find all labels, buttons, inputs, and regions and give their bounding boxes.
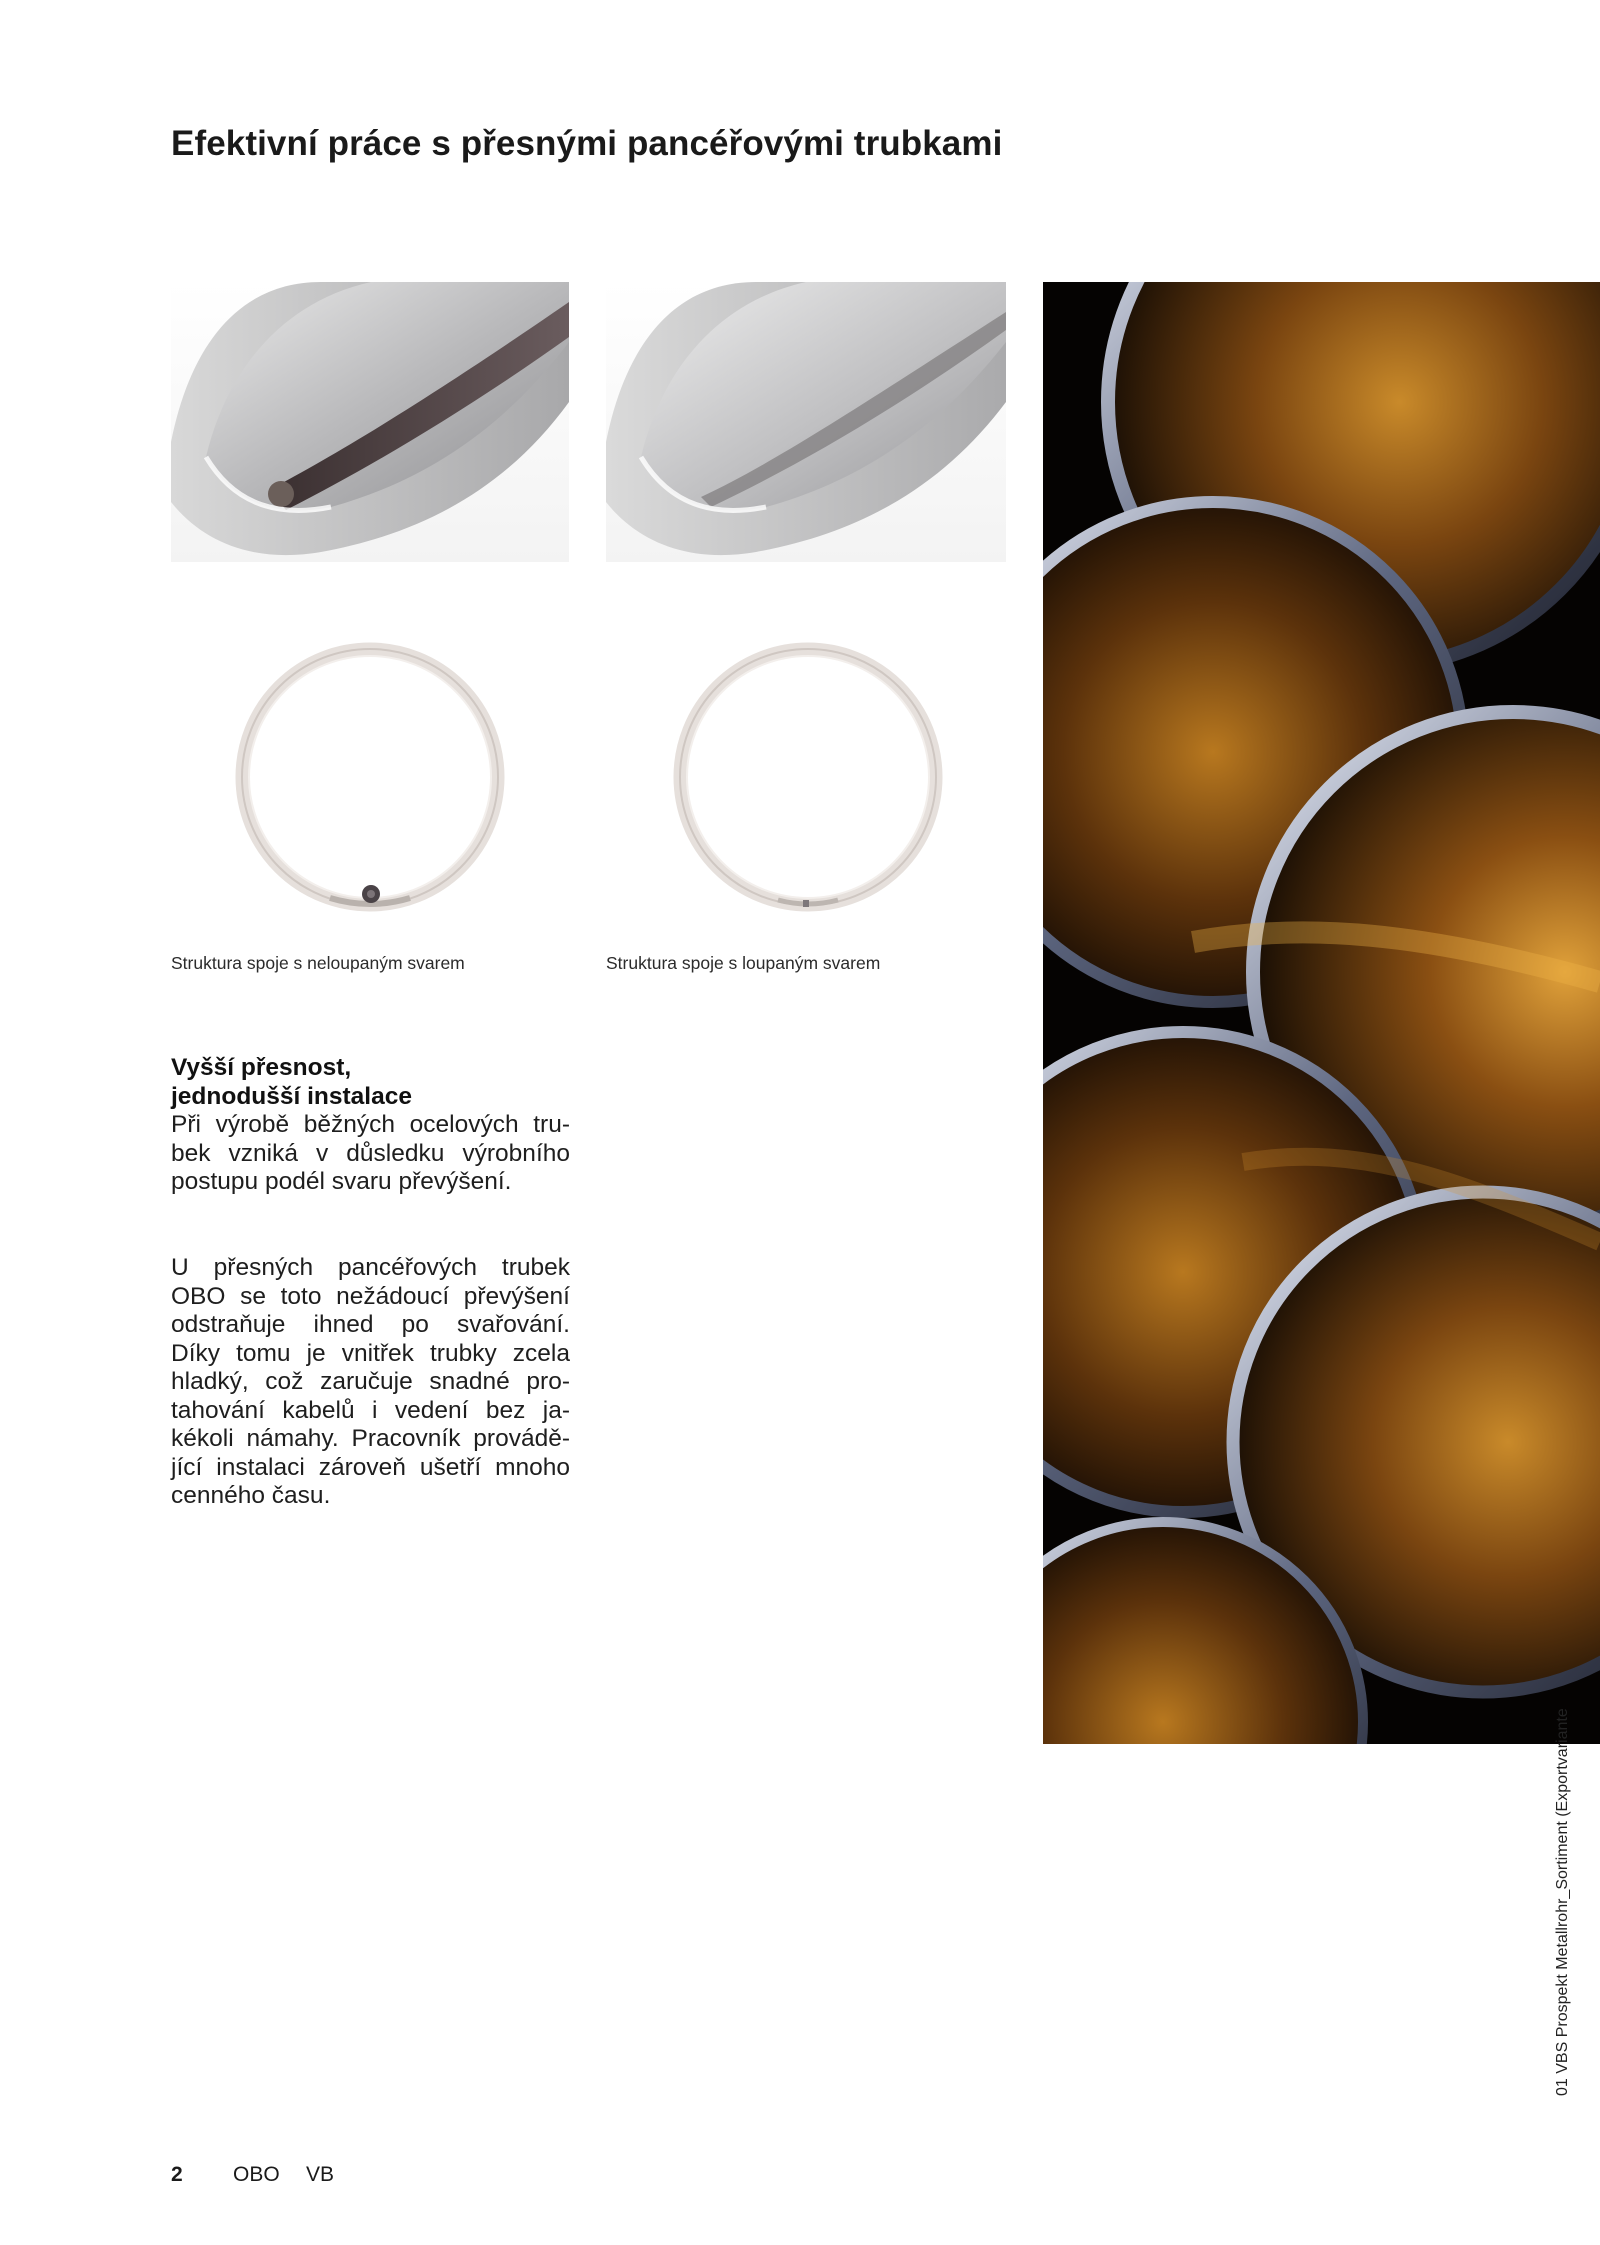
paragraph-line: jící instalaci zároveň ušetří mnoho	[171, 1453, 570, 1481]
page-footer	[171, 2163, 335, 2187]
paragraph-line: Díky tomu je vnitřek trubky zcela	[171, 1339, 570, 1367]
unpeeled-weld-cross-section	[230, 640, 510, 920]
footer-brand: OBO	[233, 2163, 280, 2186]
side-file-note-text: 01 VBS Prospekt Metallrohr_Sortiment (Exportvariante	[1554, 1708, 1571, 2096]
paragraph-line: bek vzniká v důsledku výrobního	[171, 1139, 570, 1167]
unpeeled-weld-caption: Struktura spoje s neloupaným svarem	[171, 953, 465, 973]
intro-paragraph	[171, 1111, 570, 1197]
unpeeled-weld-pipe-photo	[171, 282, 569, 562]
paragraph-line: Při výrobě běžných ocelových tru-	[171, 1111, 570, 1138]
peeled-weld-pipe-photo	[606, 282, 1006, 562]
side-file-note	[1543, 1460, 1583, 2096]
paragraph-line: kékoli námahy. Pracovník provádě-	[171, 1425, 570, 1452]
peeled-weld-cross-section	[668, 640, 948, 920]
paragraph-line: hladký, což zaručuje snadné pro-	[171, 1368, 570, 1395]
detail-paragraph	[171, 1254, 570, 1511]
paragraph-line: U přesných pancéřových trubek	[171, 1254, 570, 1281]
paragraph-line: tahování kabelů i vedení bez ja-	[171, 1396, 570, 1424]
section-heading-line: Vyšší přesnost,	[171, 1054, 352, 1081]
peeled-weld-caption: Struktura spoje s loupaným svarem	[606, 953, 881, 973]
page-number: 2	[171, 2163, 183, 2186]
paragraph-line: odstraňuje ihned po svařování.	[171, 1311, 570, 1338]
stacked-pipes-photo	[1043, 282, 1600, 1744]
paragraph-line: cenného času.	[171, 1482, 331, 1509]
footer-section-code: VB	[306, 2163, 335, 2186]
section-heading-line: jednodušší instalace	[171, 1082, 412, 1110]
section-heading	[171, 1054, 570, 1111]
paragraph-line: postupu podél svaru převýšení.	[171, 1168, 512, 1195]
page-title: Efektivní práce s přesnými pancéřovými trubkami	[171, 124, 1003, 163]
paragraph-line: OBO se toto nežádoucí převýšení	[171, 1282, 570, 1310]
